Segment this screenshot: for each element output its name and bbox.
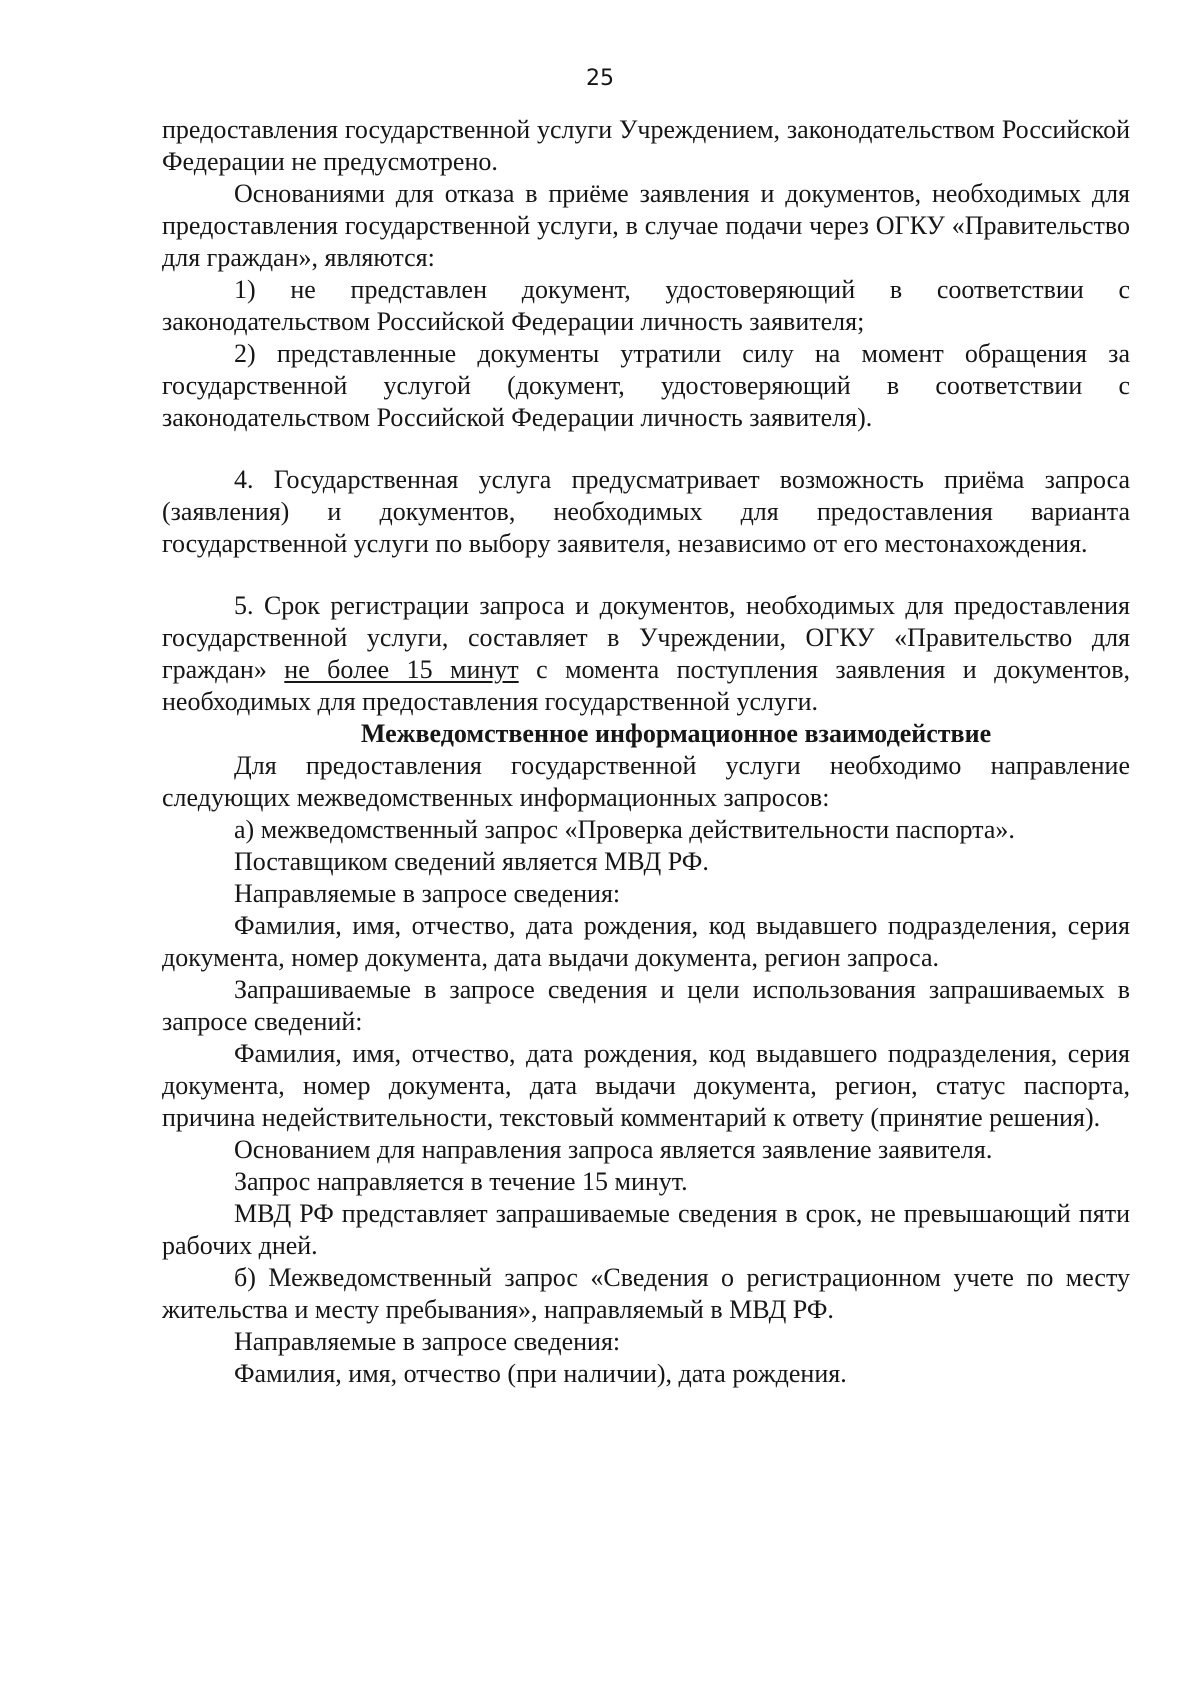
section-heading: Межведомственное информационное взаимодействие: [360, 719, 992, 748]
document-body: [162, 114, 1130, 1390]
paragraph-continuation: предоставления государственной услуги Учреждением, законодательством Российской Федерации не предусмотрено.: [162, 115, 1130, 176]
paragraph-refusal-grounds: Основаниями для отказа в приёме заявления и документов, необходимых для предоставления государственной услуги, в случае подачи через ОГКУ «Правительство для граждан», являются:: [162, 179, 1130, 272]
paragraph-gap: [162, 434, 1130, 464]
page-number: 25: [586, 66, 614, 91]
paragraph-ground-2: 2) представленные документы утратили силу на момент обращения за государственной услугой (документ, удостоверяющий в соответствии с законодательством Российской Федерации личность заявителя).: [162, 339, 1130, 432]
section-5-text-end: с момента поступления заявления и документов, необходимых для предоставления государственной услуги.: [162, 655, 1131, 716]
paragraph-sent-info-label: Направляемые в запросе сведения:: [234, 879, 621, 908]
paragraph-sent-info-b: Фамилия, имя, отчество (при наличии), дата рождения.: [234, 1359, 847, 1388]
paragraph-section-5: [162, 590, 1130, 718]
paragraph-ground-1: 1) не представлен документ, удостоверяющий в соответствии с законодательством Российской Федерации личность заявителя;: [162, 275, 1130, 336]
paragraph-sent-info: Фамилия, имя, отчество, дата рождения, код выдавшего подразделения, серия документа, номер документа, дата выдачи документа, регион запроса.: [162, 911, 1130, 972]
paragraph-request-b: б) Межведомственный запрос «Сведения о регистрационном учете по месту жительства и месту пребывания», направляемый в МВД РФ.: [162, 1263, 1130, 1324]
paragraph-gap: [162, 560, 1130, 590]
paragraph-response-time: МВД РФ представляет запрашиваемые сведения в срок, не превышающий пяти рабочих дней.: [162, 1199, 1130, 1260]
section-5-text-start: 5. Срок регистрации запроса и документов, необходимых для предоставления государственной услуги, составляет в Учреждении, ОГКУ «Правительство для граждан»: [162, 591, 1130, 684]
paragraph-interagency-intro: Для предоставления государственной услуги необходимо направление следующих межведомственных информационных запросов:: [162, 751, 1130, 812]
paragraph-requested-info-label: Запрашиваемые в запросе сведения и цели использования запрашиваемых в запросе сведений:: [162, 975, 1130, 1036]
paragraph-request-time: Запрос направляется в течение 15 минут.: [234, 1167, 688, 1196]
paragraph-request-basis: Основанием для направления запроса является заявление заявителя.: [234, 1135, 993, 1164]
paragraph-supplier: Поставщиком сведений является МВД РФ.: [234, 847, 709, 876]
paragraph-request-a: а) межведомственный запрос «Проверка действительности паспорта».: [234, 815, 1015, 844]
paragraph-sent-info-label-b: Направляемые в запросе сведения:: [234, 1327, 621, 1356]
paragraph-requested-info: Фамилия, имя, отчество, дата рождения, код выдавшего подразделения, серия документа, номер документа, дата выдачи документа, регион, статус паспорта, причина недействительности, текстовый комментарий к ответу (принятие решения).: [162, 1039, 1130, 1132]
section-5-underlined-term: не более 15 минут: [284, 655, 519, 684]
paragraph-section-4: 4. Государственная услуга предусматривает возможность приёма запроса (заявления) и документов, необходимых для предоставления варианта государственной услуги по выбору заявителя, независимо от его местонахождения.: [162, 465, 1130, 558]
